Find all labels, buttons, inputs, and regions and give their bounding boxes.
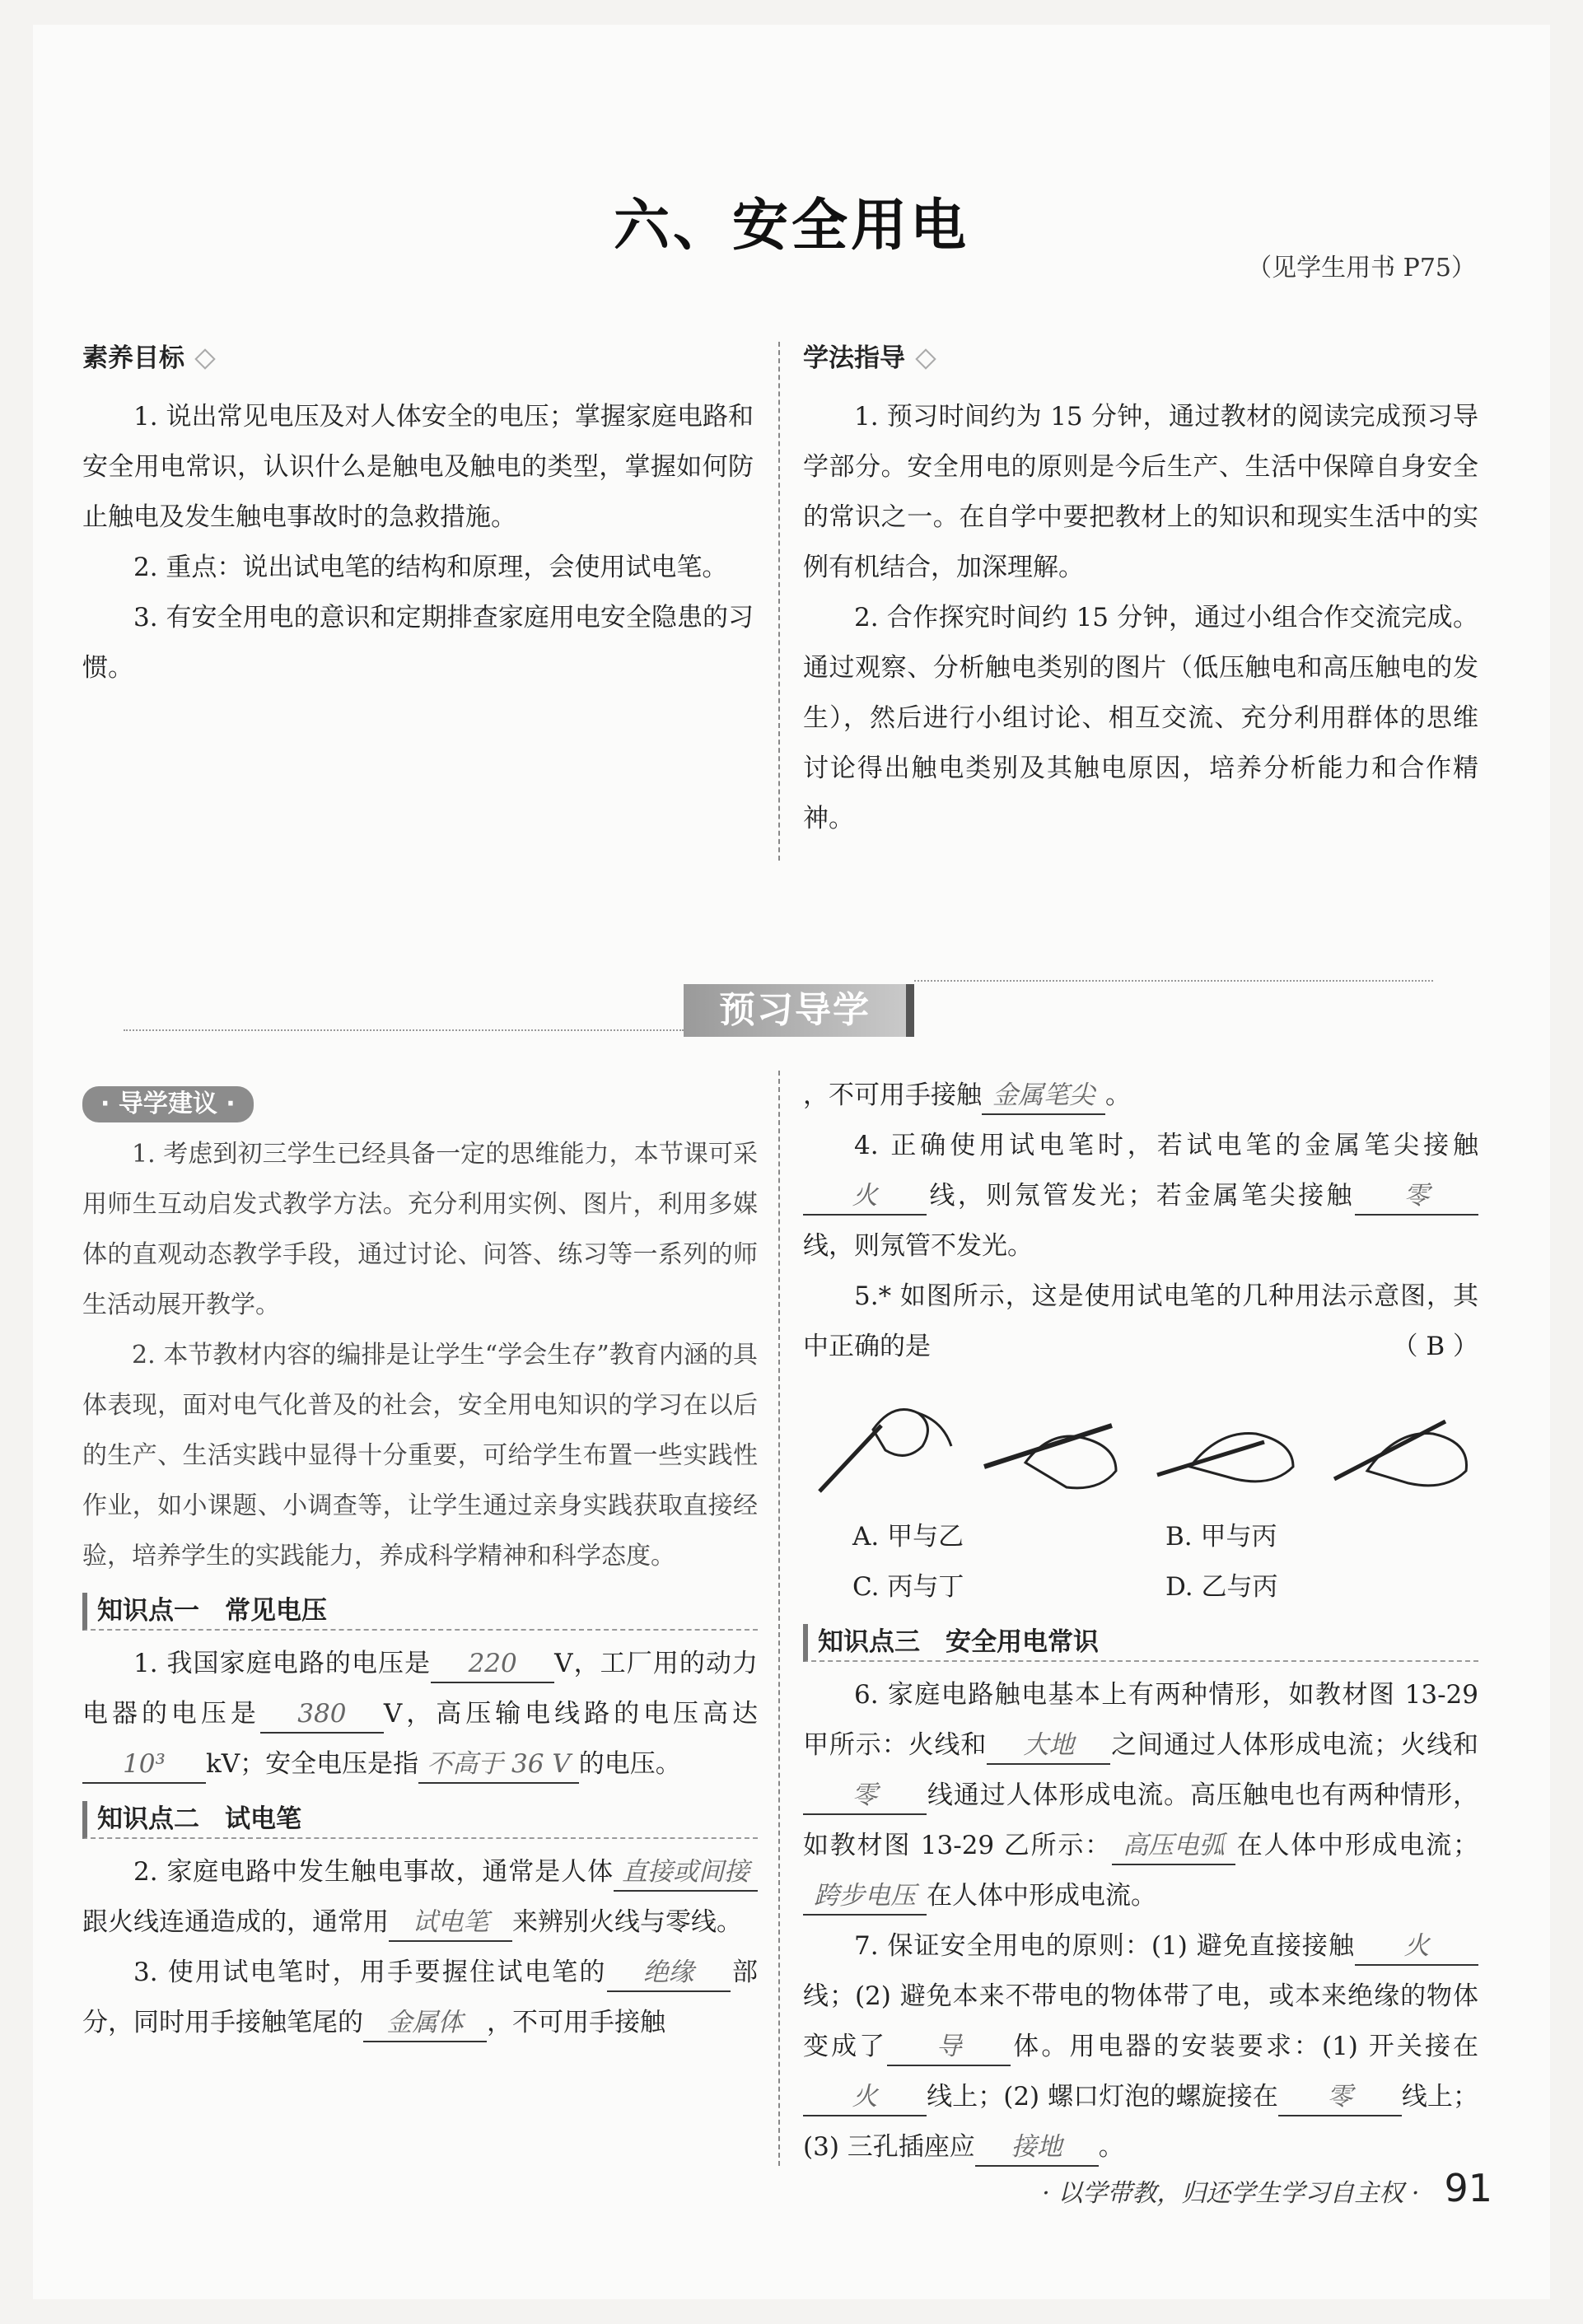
question-4: 4. 正确使用试电笔时，若试电笔的金属笔尖接触火 线，则氖管发光；若金属笔尖接触 零线，则氖管不发光。: [803, 1131, 1478, 1261]
choice-option[interactable]: D. 乙与丙: [1165, 1572, 1278, 1602]
right-column: [803, 1071, 1478, 2172]
goals-section: [82, 334, 754, 693]
answer-blank[interactable]: 火: [803, 1178, 927, 1216]
choice-option[interactable]: C. 丙与丁: [852, 1572, 964, 1602]
advice-block: [82, 1129, 758, 1581]
goal-item: 2. 重点：说出试电笔的结构和原理，会使用试电笔。: [133, 553, 728, 582]
answer-blank[interactable]: 火: [803, 2079, 927, 2116]
answer-blank[interactable]: 导: [887, 2028, 1011, 2066]
question-6: 6. 家庭电路触电基本上有两种情形，如教材图 13-29 甲所示：火线和 大地 之间通过人体形成电流；火线和零 线通过人体形成电流。高压触电也有两种情形，如教材图 13-29 乙所示： 高压电弧 在人体中形成电流；跨步电压 在人体中形成电流。: [803, 1670, 1478, 1921]
answer-blank[interactable]: 绝缘: [607, 1954, 731, 1992]
banner-rule-right: [914, 980, 1433, 982]
question-3: 3. 使用试电笔时，用手要握住试电笔的 绝缘 部分，同时用手接触笔尾的 金属体 ，不可用手接触: [82, 1948, 758, 2048]
diamond-icon: [915, 348, 936, 369]
left-column: [82, 1079, 758, 2048]
goal-item: 1. 说出常见电压及对人体安全的电压；掌握家庭电路和安全用电常识，认识什么是触电及触电的类型，掌握如何防止触电及发生触电事故时的急救措施。: [82, 402, 754, 532]
question-3-continued: ，不可用手接触 金属笔尖 。: [803, 1071, 1478, 1121]
textbook-reference: （见学生用书 P75）: [1247, 254, 1476, 282]
knowledge-point-2-heading: 知识点二 试电笔: [82, 1801, 758, 1839]
question-2: 2. 家庭电路中发生触电事故，通常是人体 直接或间接跟火线连通造成的，通常用 试电笔 来辨别火线与零线。: [82, 1847, 758, 1948]
answer-blank[interactable]: 不高于 36 V: [418, 1746, 579, 1784]
answer-blank[interactable]: 零: [1355, 1178, 1478, 1216]
pen-usage-figure: [803, 1388, 960, 1504]
pen-usage-figure: [1149, 1388, 1305, 1504]
diamond-icon: [194, 348, 215, 369]
answer-blank[interactable]: 大地: [987, 1727, 1110, 1765]
answer-blank[interactable]: 金属笔尖: [982, 1077, 1105, 1115]
answer-blank[interactable]: 10³: [82, 1746, 206, 1784]
answer-blank[interactable]: 零: [1278, 2079, 1402, 2116]
question-7: 7. 保证安全用电的原则：(1) 避免直接接触 火线；(2) 避免本来不带电的物体带了电，或本来绝缘的物体变成了 导 体。用电器的安装要求：(1) 开关接在火 线上；(2) 螺口灯泡的螺旋接在 零 线上；(3) 三孔插座应 接地 。: [803, 1921, 1478, 2172]
choice-list: [803, 1512, 1478, 1612]
choice-option[interactable]: A. 甲与乙: [852, 1522, 964, 1552]
answer-blank[interactable]: 跨步电压: [803, 1878, 927, 1916]
column-divider: [778, 342, 780, 861]
preview-banner: 预习导学: [684, 984, 914, 1037]
goals-heading: 素养目标: [82, 334, 754, 384]
tester-pen-figures: [803, 1388, 1478, 1504]
pen-usage-figure: [1322, 1388, 1478, 1504]
answer-choice: （ B ）: [1392, 1332, 1478, 1361]
advice-item: 1. 考虑到初三学生已经具备一定的思维能力，本节课可采用师生互动启发式教学方法。充分利用实例、图片，利用多媒体的直观动态教学手段，通过讨论、问答、练习等一系列的师生活动展开教学。: [82, 1140, 758, 1319]
answer-blank[interactable]: 金属体: [363, 2004, 487, 2042]
pen-usage-figure: [976, 1388, 1132, 1504]
question-5: 5.* 如图所示，这是使用试电笔的几种用法示意图，其中正确的是 （ B ）: [803, 1272, 1478, 1372]
knowledge-point-3-heading: 知识点三 安全用电常识: [803, 1624, 1478, 1662]
knowledge-point-1-heading: 知识点一 常见电压: [82, 1593, 758, 1631]
answer-blank[interactable]: 高压电弧: [1112, 1827, 1235, 1865]
advice-item: 2. 本节教材内容的编排是让学生“学会生存”教育内涵的具体表现，面对电气化普及的社会，安全用电知识的学习在以后的生产、生活实践中显得十分重要，可给学生布置一些实践性作业，如小课题、小调查等，让学生通过亲身实践获取直接经验，培养学生的实践能力，养成科学精神和科学态度。: [82, 1341, 758, 1570]
footer-motto: · 以学带教，归还学生学习自主权 ·: [1042, 2179, 1420, 2208]
page-footer: [1042, 2166, 1492, 2210]
answer-blank[interactable]: 火: [1355, 1928, 1478, 1966]
choice-option[interactable]: B. 甲与丙: [1165, 1522, 1277, 1552]
answer-blank[interactable]: 零: [803, 1777, 927, 1815]
answer-blank[interactable]: 试电笔: [389, 1904, 512, 1942]
answer-blank[interactable]: 380: [260, 1696, 384, 1734]
banner-rule-left: [124, 1029, 684, 1031]
column-divider: [778, 1071, 780, 2166]
page-title: 六、安全用电: [613, 193, 969, 259]
question-1: 1. 我国家庭电路的电压是 220 V，工厂用的动力电器的电压是 380 V，高压输电线路的电压高达10³ kV；安全电压是指 不高于 36 V 的电压。: [82, 1639, 758, 1790]
guide-item: 2. 合作探究时间约 15 分钟，通过小组合作交流完成。通过观察、分析触电类别的图片（低压触电和高压触电的发生），然后进行小组讨论、相互交流、充分利用群体的思维讨论得出触电类别及其触电原因，培养分析能力和合作精神。: [803, 603, 1478, 833]
guide-heading: 学法指导: [803, 334, 1478, 384]
answer-blank[interactable]: 直接或间接: [614, 1854, 758, 1892]
advice-label: · 导学建议 ·: [82, 1086, 254, 1122]
goal-item: 3. 有安全用电的意识和定期排查家庭用电安全隐患的习惯。: [82, 603, 754, 683]
answer-blank[interactable]: 接地: [975, 2129, 1099, 2167]
guide-item: 1. 预习时间约为 15 分钟，通过教材的阅读完成预习导学部分。安全用电的原则是今后生产、生活中保障自身安全的常识之一。在自学中要把教材上的知识和现实生活中的实例有机结合，加深理解。: [803, 402, 1478, 582]
answer-blank[interactable]: 220: [431, 1645, 554, 1683]
guide-section: [803, 334, 1478, 844]
page-number: 91: [1444, 2166, 1492, 2210]
